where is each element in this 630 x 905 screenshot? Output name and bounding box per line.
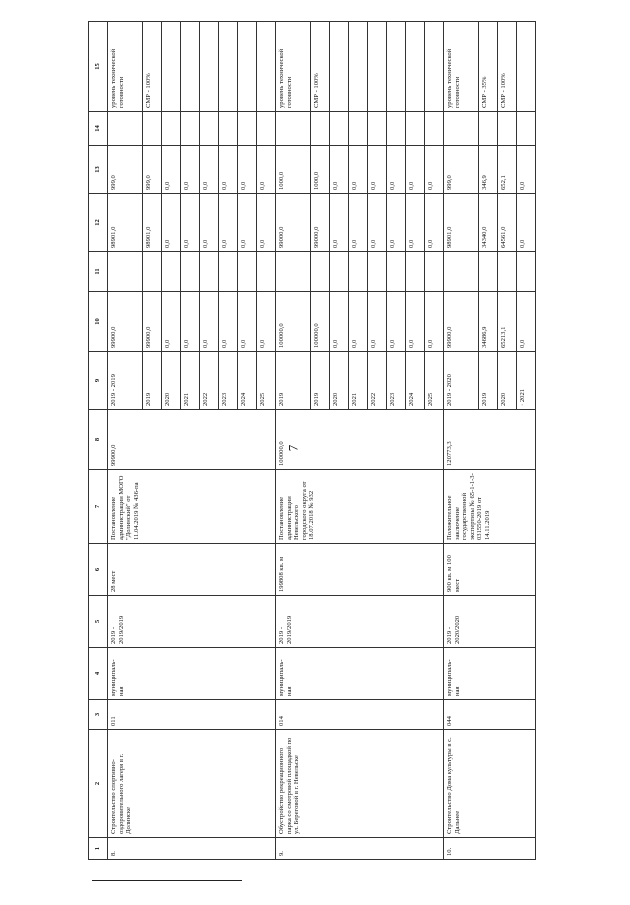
col-14 [311,112,330,146]
federal-funds: 0,0 [387,194,406,252]
total-amount: 34686,9 [479,292,498,352]
federal-funds: 98901,0 [108,194,143,252]
col-11 [425,252,444,292]
col-11 [498,252,517,292]
local-funds: 0,0 [219,146,238,194]
year: 2019 [479,352,498,410]
year: 2019 - 2020 [444,352,479,410]
basis-document: Постановление администрации Невельского городского округа от 18.07.2018 № 932 [276,470,444,544]
capacity: 199808 кв. м [276,544,444,596]
year: 2022 [200,352,219,410]
readiness-note: СМР - 100% [143,22,162,112]
column-number: 8 [89,410,108,470]
capacity: 900 кв. м 100 мест [444,544,536,596]
investment-projects-table [88,21,536,860]
col-14 [108,112,143,146]
column-number: 15 [89,22,108,112]
column-number-header [89,22,108,860]
table-row [108,22,143,860]
local-funds: 0,0 [425,146,444,194]
total-amount: 100000,0 [311,292,330,352]
federal-funds: 0,0 [517,194,536,252]
local-funds: 0,0 [406,146,425,194]
col-11 [162,252,181,292]
federal-funds: 0,0 [349,194,368,252]
col-14 [181,112,200,146]
col-11 [238,252,257,292]
year: · 2021 [517,352,536,410]
total-amount: 65213,1 [498,292,517,352]
federal-funds: 0,0 [368,194,387,252]
object-name: Строительство спортивно-оздоровительного лагеря в г. Долинске [108,730,276,838]
col-14 [200,112,219,146]
total-amount: 0,0 [219,292,238,352]
federal-funds: 0,0 [330,194,349,252]
total-amount: 0,0 [181,292,200,352]
rotated-table-wrapper [88,22,580,860]
page-number: 7 [285,444,301,452]
column-number: 1 [89,838,108,860]
readiness-note [181,22,200,112]
year: 2024 [406,352,425,410]
readiness-note [406,22,425,112]
column-number: 6 [89,544,108,596]
readiness-note: уровень технической готовности [444,22,479,112]
column-number: 10 [89,292,108,352]
column-number: 11 [89,252,108,292]
readiness-note [162,22,181,112]
readiness-note [330,22,349,112]
col-11 [108,252,143,292]
col-11 [444,252,479,292]
object-code: 011 [108,700,276,730]
total-amount: 0,0 [368,292,387,352]
federal-funds: 0,0 [219,194,238,252]
year: 2019 [143,352,162,410]
federal-funds: 98901,0 [444,194,479,252]
col-14 [479,112,498,146]
year: 2024 [238,352,257,410]
col-11 [200,252,219,292]
readiness-note [257,22,276,112]
col-11 [479,252,498,292]
readiness-note [200,22,219,112]
construction-period: 2019 - 2019/2019 [108,596,276,648]
col-14 [219,112,238,146]
readiness-note [238,22,257,112]
local-funds: 0,0 [181,146,200,194]
object-code: 044 [444,700,536,730]
local-funds: 0,0 [387,146,406,194]
federal-funds: 0,0 [238,194,257,252]
total-amount: 0,0 [330,292,349,352]
total-amount: 0,0 [406,292,425,352]
local-funds: 999,0 [143,146,162,194]
total-amount: 0,0 [257,292,276,352]
col-14 [517,112,536,146]
object-name: Строительство Дома культуры в с. Дальнее [444,730,536,838]
estimated-cost: 120773,3 [444,410,536,470]
construction-period: 2019 - 2019/2019 [276,596,444,648]
col-11 [406,252,425,292]
col-14 [257,112,276,146]
col-11 [330,252,349,292]
total-amount: 99900,0 [143,292,162,352]
col-11 [219,252,238,292]
total-amount: 99900,0 [108,292,143,352]
federal-funds: 0,0 [425,194,444,252]
year: 2019 [276,352,311,410]
year: 2021 [181,352,200,410]
col-14 [162,112,181,146]
total-amount: 0,0 [387,292,406,352]
local-funds: 0,0 [200,146,219,194]
readiness-note [387,22,406,112]
year: 2020 [330,352,349,410]
local-funds: 1000,0 [276,146,311,194]
year: 2021 [349,352,368,410]
local-funds: 0,0 [330,146,349,194]
local-funds: 346,9 [479,146,498,194]
ownership-type: муниципаль-ная [444,648,536,700]
year: 2019 - 2019 [108,352,143,410]
year: 2023 [387,352,406,410]
col-14 [143,112,162,146]
column-number: 14 [89,112,108,146]
local-funds: 0,0 [162,146,181,194]
local-funds: 999,0 [444,146,479,194]
column-number: 2 [89,730,108,838]
column-number: 3 [89,700,108,730]
ownership-type: муниципаль-ная [276,648,444,700]
year: 2020 [498,352,517,410]
local-funds: 0,0 [257,146,276,194]
col-11 [349,252,368,292]
federal-funds: 0,0 [162,194,181,252]
local-funds: 0,0 [349,146,368,194]
year: 2020 [162,352,181,410]
readiness-note: СМР - 100% [498,22,517,112]
readiness-note [425,22,444,112]
total-amount: 0,0 [349,292,368,352]
year: 2025 [425,352,444,410]
col-14 [498,112,517,146]
col-11 [517,252,536,292]
column-number: 12 [89,194,108,252]
col-11 [387,252,406,292]
year: 2022 [368,352,387,410]
table-body [108,22,536,860]
ownership-type: муниципаль-ная [108,648,276,700]
total-amount: 0,0 [162,292,181,352]
basis-document: Постановление администрации МОГО "Долинский" от 11.04.2019 № 436-па [108,470,276,544]
table-row [444,22,479,860]
total-amount: 0,0 [425,292,444,352]
col-11 [257,252,276,292]
estimated-cost: 100000,0 [276,410,444,470]
readiness-note: уровень технической готовности [108,22,143,112]
col-11 [311,252,330,292]
col-14 [368,112,387,146]
year: 2023 [219,352,238,410]
readiness-note [349,22,368,112]
federal-funds: 34340,0 [479,194,498,252]
readiness-note: уровень технической готовности [276,22,311,112]
local-funds: 0,0 [238,146,257,194]
total-amount: 0,0 [517,292,536,352]
object-name: Обустройство рекреационного парка со смотровой площадкой по ул. Береговой в г. Невельске [276,730,444,838]
object-code: 014 [276,700,444,730]
federal-funds: 98901,0 [143,194,162,252]
federal-funds: 0,0 [181,194,200,252]
col-14 [406,112,425,146]
total-amount: 0,0 [200,292,219,352]
row-number: 9. [276,838,444,860]
local-funds: 0,0 [517,146,536,194]
col-11 [368,252,387,292]
col-11 [143,252,162,292]
local-funds: 0,0 [368,146,387,194]
col-14 [276,112,311,146]
estimated-cost: 99900,0 [108,410,276,470]
column-number: 13 [89,146,108,194]
col-14 [387,112,406,146]
local-funds: 652,1 [498,146,517,194]
total-amount: 99900,0 [444,292,479,352]
year: 2019 [311,352,330,410]
col-14 [349,112,368,146]
total-amount: 0,0 [238,292,257,352]
row-number: 10. [444,838,536,860]
col-11 [181,252,200,292]
basis-document: Положительное заключение государственной экспертизы № 65-1-1-3-031550-2019 от 14.11.2019 [444,470,536,544]
federal-funds: 0,0 [200,194,219,252]
readiness-note [517,22,536,112]
federal-funds: 64561,0 [498,194,517,252]
column-number: 9 [89,352,108,410]
readiness-note: СМР - 35% [479,22,498,112]
construction-period: 2019 - 2020/2020 [444,596,536,648]
local-funds: 1000,0 [311,146,330,194]
federal-funds: 99000,0 [311,194,330,252]
readiness-note [368,22,387,112]
total-amount: 100000,0 [276,292,311,352]
year: 2025 [257,352,276,410]
capacity: 28 мест [108,544,276,596]
col-11 [276,252,311,292]
col-14 [444,112,479,146]
federal-funds: 0,0 [406,194,425,252]
federal-funds: 0,0 [257,194,276,252]
col-14 [425,112,444,146]
federal-funds: 99000,0 [276,194,311,252]
footnote-separator [92,880,242,881]
column-number: 4 [89,648,108,700]
local-funds: 999,0 [108,146,143,194]
table-row [276,22,311,860]
readiness-note [219,22,238,112]
readiness-note: СМР - 100% [311,22,330,112]
col-14 [330,112,349,146]
column-number: 5 [89,596,108,648]
col-14 [238,112,257,146]
row-number: 8. [108,838,276,860]
column-number: 7 [89,470,108,544]
